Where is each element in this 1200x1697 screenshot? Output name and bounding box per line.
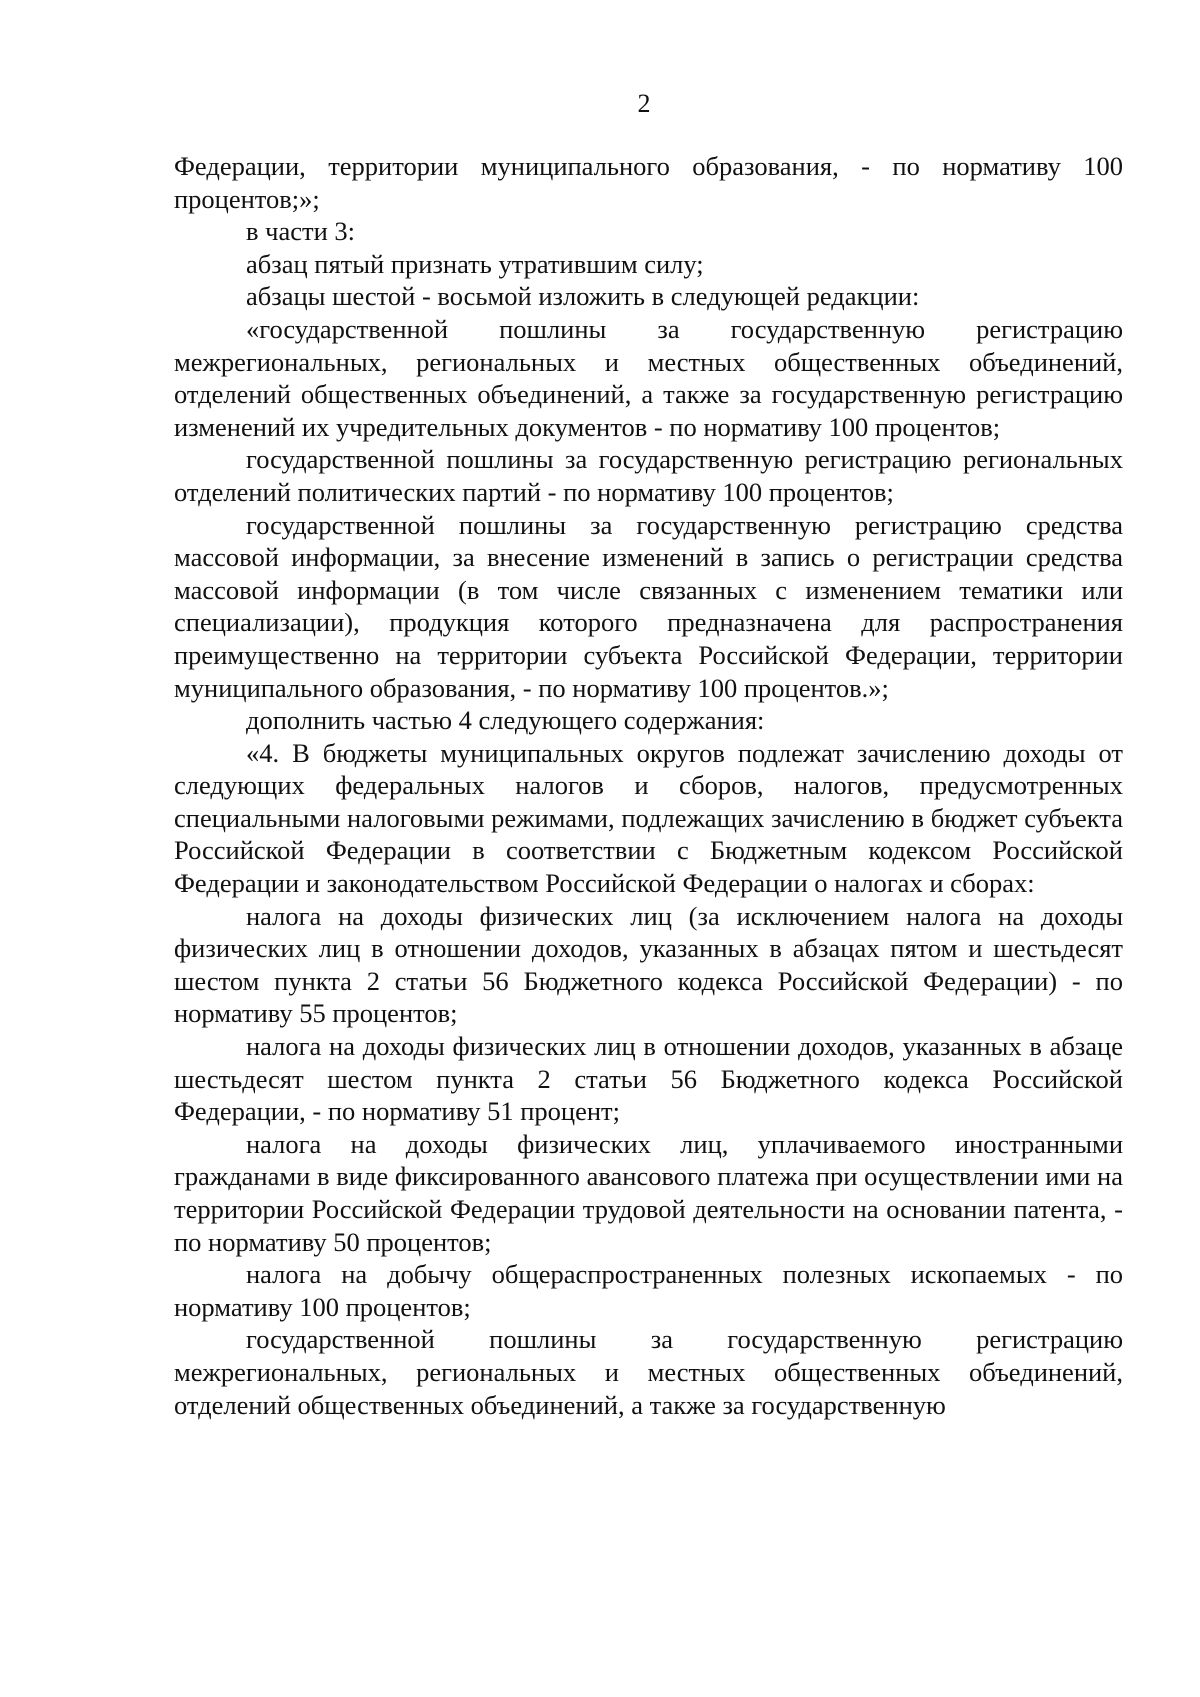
paragraph-1: Федерации, территории муниципального образования, - по нормативу 100 процентов;»; (174, 151, 1123, 214)
paragraph-12: налога на доходы физических лиц, уплачиваемого иностранными гражданами в виде фиксированного авансового платежа при осуществлении ими на территории Российской Федерации трудовой деятельности на основании патента, - по нормативу 50 процентов; (174, 1128, 1123, 1257)
paragraph-14: государственной пошлины за государственную регистрацию межрегиональных, региональных и местных общественных объединений, отделений общественных объединений, а также за государственную (174, 1324, 1123, 1420)
document-body (174, 150, 1123, 1421)
paragraph-6: государственной пошлины за государственную регистрацию региональных отделений политических партий - по нормативу 100 процентов; (174, 444, 1123, 507)
paragraph-5: «государственной пошлины за государственную регистрацию межрегиональных, региональных и местных общественных объединений, отделений общественных объединений, а также за государственную регистрацию изменений их учредительных документов - по нормативу 100 процентов; (174, 313, 1123, 442)
page-number: 2 (637, 89, 651, 118)
paragraph-7: государственной пошлины за государственную регистрацию средства массовой информации, за внесение изменений в запись о регистрации средства массовой информации (в том числе связанных с изменением тематики или специализации), продукция которого предназначена для распространения преимущественно на территории субъекта Российской Федерации, территории муниципального образования, - по нормативу 100 процентов.»; (174, 509, 1123, 703)
paragraph-10: налога на доходы физических лиц (за исключением налога на доходы физических лиц в отношении доходов, указанных в абзацах пятом и шестьдесят шестом пункта 2 статьи 56 Бюджетного кодекса Российской Федерации) - по нормативу 55 процентов; (174, 900, 1123, 1029)
paragraph-13: налога на добычу общераспространенных полезных ископаемых - по нормативу 100 процентов; (174, 1259, 1123, 1322)
paragraph-8: дополнить частью 4 следующего содержания: (246, 705, 765, 736)
paragraph-4: абзацы шестой - восьмой изложить в следующей редакции: (246, 281, 920, 312)
paragraph-9: «4. В бюджеты муниципальных округов подлежат зачислению доходы от следующих федеральных налогов и сборов, налогов, предусмотренных специальными налоговыми режимами, подлежащих зачислению в бюджет субъекта Российской Федерации в соответствии с Бюджетным кодексом Российской Федерации и законодательством Российской Федерации о налогах и сборах: (174, 737, 1123, 899)
paragraph-3: абзац пятый признать утратившим силу; (246, 248, 704, 279)
paragraph-11: налога на доходы физических лиц в отношении доходов, указанных в абзаце шестьдесят шестом пункта 2 статьи 56 Бюджетного кодекса Российской Федерации, - по нормативу 51 процент; (174, 1031, 1123, 1127)
paragraph-2: в части 3: (246, 216, 355, 247)
